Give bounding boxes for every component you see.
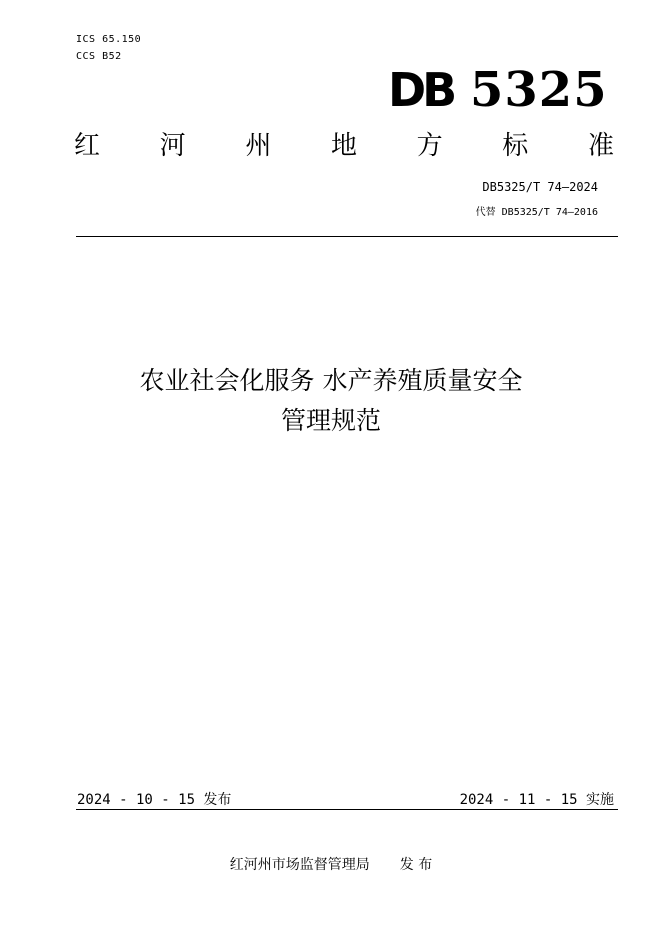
- standard-type-char: 标: [502, 131, 529, 161]
- ccs-code: CCS B52: [76, 51, 122, 62]
- standard-type-char: 河: [159, 131, 186, 161]
- implementation-date: 2024 - 11 - 15 实施: [459, 792, 614, 808]
- bottom-divider: [76, 809, 618, 810]
- issuer-line: [0, 854, 662, 874]
- ics-code: ICS 65.150: [76, 34, 142, 45]
- issuer-action: 发 布: [399, 857, 433, 873]
- logo-prefix: DB: [388, 63, 454, 117]
- standard-type-char: 方: [416, 131, 443, 161]
- publish-date: 2024 - 10 - 15 发布: [77, 792, 232, 808]
- document-title-line-1: 农业社会化服务 水产养殖质量安全: [139, 366, 523, 395]
- document-title-line-2: 管理规范: [280, 406, 381, 435]
- db-logo: [388, 62, 610, 118]
- standard-code: DB5325/T 74—2024: [482, 180, 598, 194]
- standard-type-char: 准: [587, 131, 614, 161]
- standard-type-char: 州: [245, 131, 272, 161]
- logo-number: 5325: [470, 62, 608, 118]
- replaces-note: 代替 DB5325/T 74—2016: [475, 207, 598, 218]
- standard-type-char: 红: [74, 131, 101, 161]
- issuer-name: 红河州市场监督管理局: [229, 857, 370, 873]
- standard-type-title: [74, 125, 614, 162]
- standard-type-char: 地: [330, 131, 357, 161]
- top-divider: [76, 236, 618, 237]
